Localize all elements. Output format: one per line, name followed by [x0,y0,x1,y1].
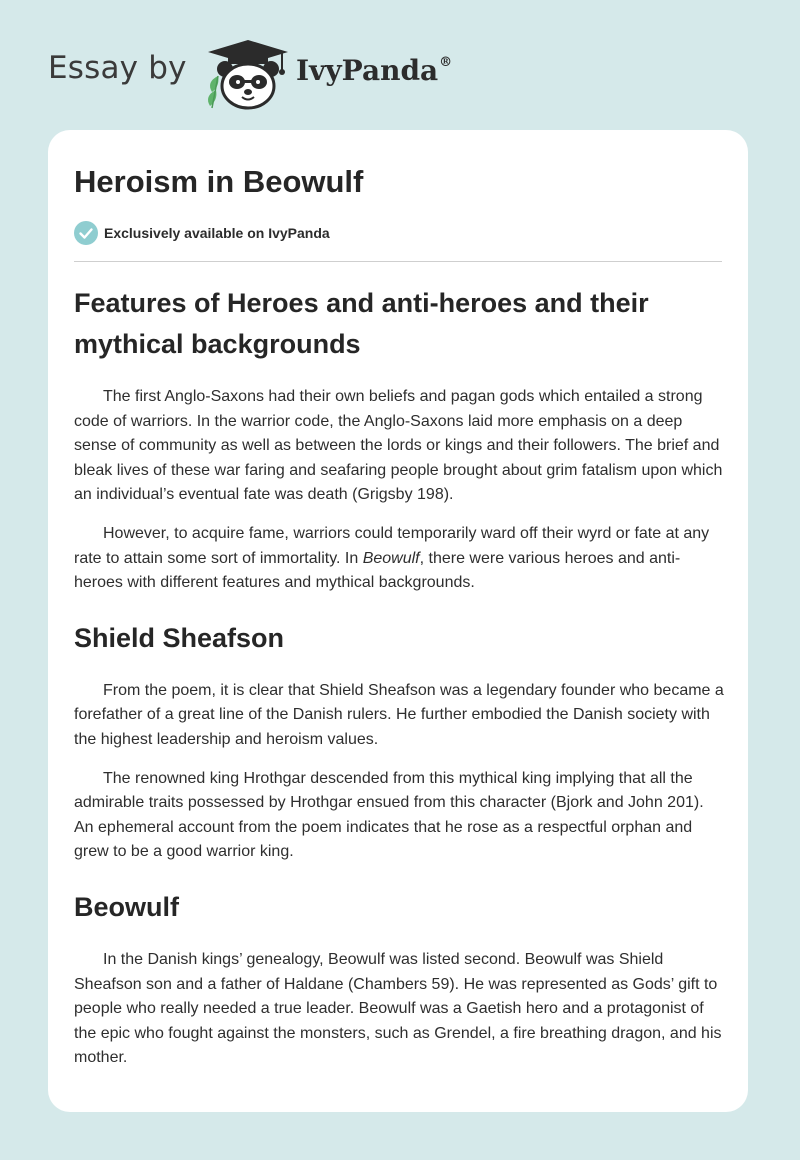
brand-header[interactable] [48,36,508,112]
paragraph: The renowned king Hrothgar descended from this mythical king implying that all the admirable traits possessed by Hrothgar ensued from this character (Bjork and John 201). An ephemeral account from the poem indicates that he rose as a respectful orphan and grew to be a good warrior king. [74,769,704,861]
registered-mark: ® [439,55,453,70]
paragraph: The first Anglo-Saxons had their own beliefs and pagan gods which entailed a strong code of warriors. In the warrior code, the Anglo-Saxons laid more emphasis on a deep sense of community as well as between the lords or kings and their followers. The brief and bleak lives of these war faring and seafaring people brought about grim fatalism upon which an individual’s eventual fate was death (Grigsby 198). [74,388,723,504]
divider [74,261,722,262]
article-body [74,280,724,1071]
badge-text: Exclusively available on IvyPanda [104,225,330,241]
work-title-emphasis: Beowulf [362,549,420,567]
article-card [48,130,748,1112]
section-heading-features: Features of Heroes and anti-heroes and their mythical backgrounds [74,288,649,359]
brand-name-text: IvyPanda [296,54,439,87]
exclusive-badge [74,221,330,245]
section-heading-shield-sheafson: Shield Sheafson [74,622,285,653]
paragraph: In the Danish kings’ genealogy, Beowulf was listed second. Beowulf was Shield Sheafson son and a father of Haldane (Chambers 59). He was represented as Gods’ gift to people who really needed a true leader. Beowulf was a Gaetish hero and a protagonist of the epic who fought against the monsters, such as Grendel, a fire breathing dragon, and his mother. [74,950,722,1067]
paragraph-text: However, to acquire fame, warriors could temporarily ward off their wyrd or fate at any rate to attain some sort of immortality. In [74,524,710,567]
check-circle-icon [74,221,98,245]
paragraph: From the poem, it is clear that Shield Sheafson was a legendary founder who became a forefather of a great line of the Danish rulers. He further embodied the Danish society with the highest leadership and heroism values. [74,681,724,748]
brand-name [296,54,452,87]
panda-graduate-logo-icon [198,36,298,112]
article-title: Heroism in Beowulf [74,164,364,199]
brand-prefix: Essay by [48,50,187,86]
paragraph [74,522,724,596]
section-heading-beowulf: Beowulf [74,891,179,922]
paragraph-text: , there were various heroes and anti-heroes with different features and mythical backgrounds. [74,549,681,592]
